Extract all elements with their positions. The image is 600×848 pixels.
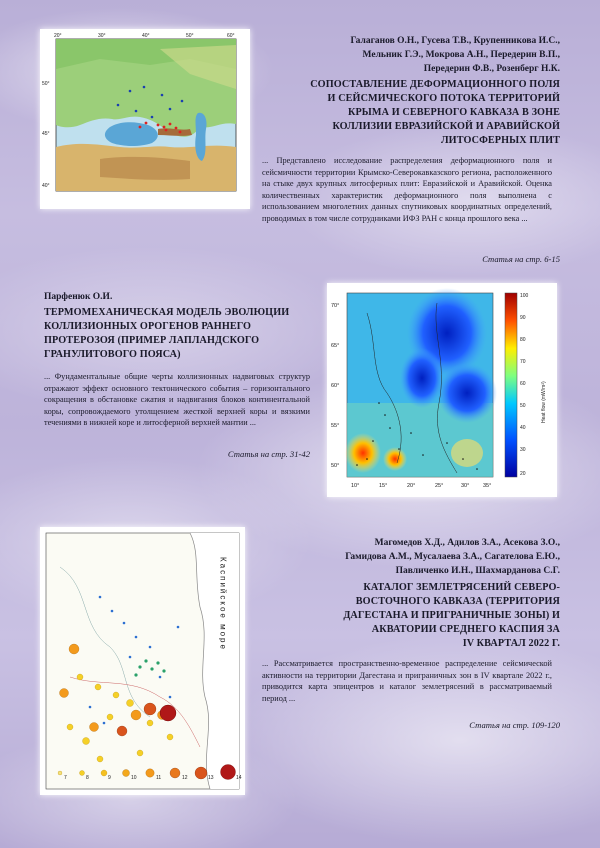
heat-lat-tick: 55° — [331, 423, 340, 429]
article-2-heatflow-map — [327, 283, 557, 497]
article-3-title — [262, 581, 560, 651]
legend-value: 7 — [64, 775, 67, 781]
heat-lat-tick: 65° — [331, 343, 340, 349]
colorbar-tick: 80 — [520, 337, 526, 343]
legend-value: 12 — [182, 775, 188, 781]
colorbar-tick: 50 — [520, 403, 526, 409]
map-lat-tick: 50° — [42, 81, 50, 87]
article-3-authors — [262, 536, 560, 578]
title-line: СОПОСТАВЛЕНИЕ ДЕФОРМАЦИОННОГО ПОЛЯ — [310, 79, 560, 90]
title-line: КАТАЛОГ ЗЕМЛЕТРЯСЕНИЙ СЕВЕРО- — [363, 582, 560, 593]
caspian-sea-label: Каспийское море — [218, 557, 228, 651]
heat-lon-tick: 25° — [435, 483, 444, 489]
heat-lon-tick: 15° — [379, 483, 388, 489]
heat-lat-tick: 60° — [331, 383, 340, 389]
heat-lon-tick: 10° — [351, 483, 360, 489]
map-lat-tick: 40° — [42, 183, 50, 189]
map-lon-tick: 30° — [98, 33, 106, 39]
title-line: КОЛЛИЗИОННЫХ ОРОГЕНОВ РАННЕГО — [44, 321, 252, 332]
legend-value: 11 — [156, 775, 162, 781]
article-2-page-reference[interactable]: Статья на стр. 31-42 — [227, 449, 310, 459]
article-3-abstract: ... Рассматривается пространственно-временное распределение сейсмической активности на территории Дагестана и приграничных зон в IV квартале 2022 г., приводится карта эпицентров и каталог землетрясений в рассматриваемый период ... — [262, 659, 552, 703]
author-line: Павличенко И.Н., Шахмарданова С.Г. — [395, 566, 560, 576]
article-1-abstract: ... Представлено исследование распределения деформационного поля и сейсмичности территории Крымско-Северокавказского региона, расположенного на стыке двух крупных литосферных плит: Евразийской и Аравийской. Оценка количественных характеристик деформационного поля выполнена с использованием многолетних данных спутниковых координатных определений, проводимых в том числе сотрудниками ИФЗ РАН с конца прошлого века ... — [262, 156, 552, 223]
colorbar-label: Heat flow (mW/m²) — [541, 381, 547, 423]
title-line: АКВАТОРИИ СРЕДНЕГО КАСПИЯ ЗА — [371, 624, 560, 635]
article-2-authors — [44, 290, 294, 304]
article-2-title — [44, 306, 304, 362]
legend-value: 9 — [108, 775, 111, 781]
author-line: Мельник Г.Э., Мокрова А.Н., Передерин В.П., — [362, 50, 560, 60]
colorbar-tick: 70 — [520, 359, 526, 365]
colorbar-tick: 100 — [520, 293, 529, 299]
article-3-page-reference[interactable]: Статья на стр. 109-120 — [469, 720, 560, 730]
legend-value: 13 — [208, 775, 214, 781]
heat-lat-tick: 70° — [331, 303, 340, 309]
author-line: Гамидова А.М., Мусалаева З.А., Сагателова Е.Ю., — [345, 552, 560, 562]
colorbar-tick: 30 — [520, 447, 526, 453]
heat-lon-tick: 35° — [483, 483, 492, 489]
author-line: Галаганов О.Н., Гусева Т.В., Крупенникова И.С., — [350, 36, 560, 46]
article-1-page-reference[interactable]: Статья на стр. 6-15 — [482, 254, 560, 264]
map-lon-tick: 20° — [54, 33, 62, 39]
title-line: ТЕРМОМЕХАНИЧЕСКАЯ МОДЕЛЬ ЭВОЛЮЦИИ — [44, 307, 290, 318]
article-3-epicenter-map — [40, 527, 245, 795]
map-lon-tick: 60° — [227, 33, 235, 39]
colorbar-tick: 90 — [520, 315, 526, 321]
title-line: ГРАНУЛИТОВОГО ПОЯСА) — [44, 349, 181, 360]
legend-value: 10 — [131, 775, 137, 781]
author-line: Магомедов Х.Д., Адилов З.А., Асекова З.О., — [374, 538, 560, 548]
heat-flow-map — [327, 283, 557, 497]
title-line: ВОСТОЧНОГО КАВКАЗА (ТЕРРИТОРИЯ — [355, 596, 560, 607]
largest-epicenter — [160, 705, 176, 721]
map-lon-tick: 50° — [186, 33, 194, 39]
title-line: КРЫМА И СЕВЕРНОГО КАВКАЗА В ЗОНЕ — [348, 107, 560, 118]
article-2-abstract: ... Фундаментальные общие черты коллизионных надвиговых структур отражают эффект основного тектонического события – горизонтального сокращения в обстановке сжатия и надвигания блоков континентальной коры, сопровождаемого утолщением жесткой верхней коры и вязкими течениями в нижней коре и литосферной верхней мантии ... — [44, 372, 310, 427]
article-1-authors — [262, 34, 560, 76]
title-line: ЛИТОСФЕРНЫХ ПЛИТ — [440, 135, 560, 146]
author-line: Парфенюк О.И. — [44, 292, 113, 302]
map-lat-tick: 45° — [42, 131, 50, 137]
article-1-map — [40, 29, 250, 209]
black-sea-caspian-map — [40, 29, 250, 209]
colorbar-tick: 40 — [520, 425, 526, 431]
title-line: IV КВАРТАЛ 2022 Г. — [462, 638, 560, 649]
colorbar-tick: 20 — [520, 471, 526, 477]
colorbar-tick: 60 — [520, 381, 526, 387]
author-line: Передерин Ф.В., Розенберг Н.К. — [423, 64, 560, 74]
heat-lon-tick: 30° — [461, 483, 470, 489]
heat-lon-tick: 20° — [407, 483, 416, 489]
legend-value: 14 — [236, 775, 242, 781]
legend-value: 8 — [86, 775, 89, 781]
title-line: КОЛЛИЗИИ ЕВРАЗИЙСКОЙ И АРАВИЙСКОЙ — [332, 121, 560, 132]
map-lon-tick: 40° — [142, 33, 150, 39]
title-line: ПРОТЕРОЗОЯ (ПРИМЕР ЛАПЛАНДСКОГО — [44, 335, 260, 346]
dagestan-epicenter-map — [40, 527, 245, 795]
heat-lat-tick: 50° — [331, 463, 340, 469]
title-line: ДАГЕСТАНА И ПРИГРАНИЧНЫЕ ЗОНЫ) И — [343, 610, 560, 621]
article-1-title — [262, 78, 560, 148]
title-line: И СЕЙСМИЧЕСКОГО ПОТОКА ТЕРРИТОРИЙ — [327, 93, 560, 104]
